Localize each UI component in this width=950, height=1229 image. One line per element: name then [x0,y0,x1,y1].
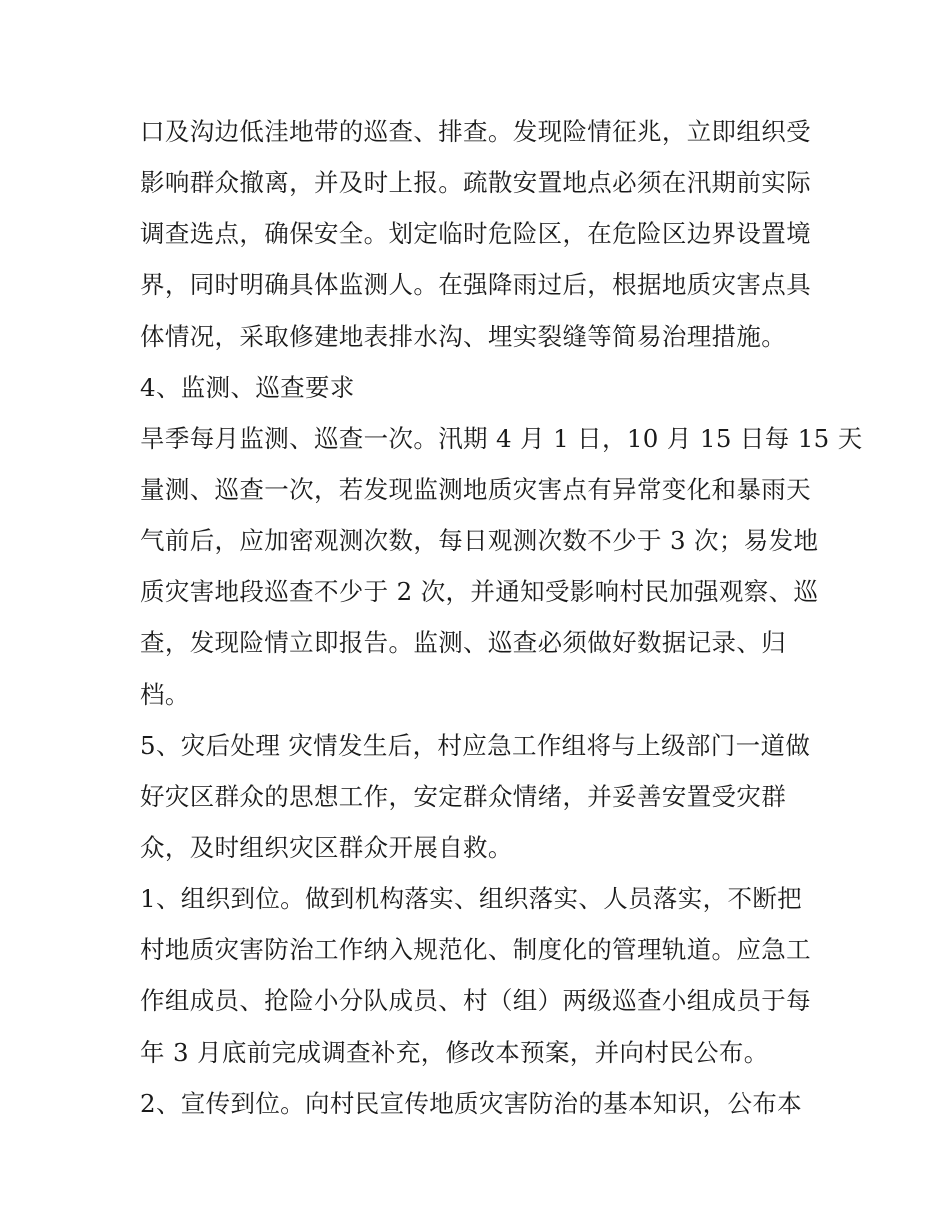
document-body [140,106,863,1129]
text-line: 量测、巡查一次，若发现监测地质灾害点有异常变化和暴雨天 [140,474,811,504]
text-line: 年 3 月底前完成调查补充，修改本预案，并向村民公布。 [140,1037,769,1067]
text-line: 村地质灾害防治工作纳入规范化、制度化的管理轨道。应急工 [140,935,811,965]
text-line: 档。 [140,679,190,709]
text-line: 质灾害地段巡查不少于 2 次，并通知受影响村民加强观察、巡 [140,577,819,607]
text-line: 气前后，应加密观测次数，每日观测次数不少于 3 次；易发地 [140,526,819,556]
text-line: 口及沟边低洼地带的巡查、排查。发现险情征兆，立即组织受 [140,117,811,146]
text-line: 众，及时组织灾区群众开展自救。 [140,832,513,862]
numbered-item: 2、宣传到位。向村民宣传地质灾害防治的基本知识，公布本 [140,1088,803,1118]
section-heading: 5、灾后处理 灾情发生后，村应急工作组将与上级部门一道做 [140,730,811,760]
text-line: 作组成员、抢险小分队成员、村（组）两级巡查小组成员于每 [140,986,811,1016]
text-line: 好灾区群众的思想工作，安定群众情绪，并妥善安置受灾群 [140,781,787,811]
numbered-item: 1、组织到位。做到机构落实、组织落实、人员落实，不断把 [140,884,803,914]
section-heading: 4、监测、巡查要求 [140,372,355,402]
text-line: 调查选点，确保安全。划定临时危险区，在危险区边界设置境 [140,219,811,249]
text-line: 查，发现险情立即报告。监测、巡查必须做好数据记录、归 [140,628,787,658]
text-line: 旱季每月监测、巡查一次。汛期 4 月 1 日，10 月 15 日每 15 天 [140,423,863,453]
text-line: 界，同时明确具体监测人。在强降雨过后，根据地质灾害点具 [140,270,811,300]
text-line: 影响群众撤离，并及时上报。疏散安置地点必须在汛期前实际 [140,168,811,198]
text-line: 体情况，采取修建地表排水沟、埋实裂缝等简易治理措施。 [140,321,787,351]
